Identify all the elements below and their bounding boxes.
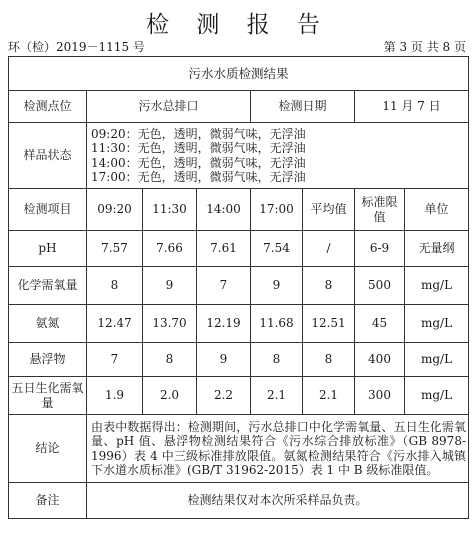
cell-t2: 9: [143, 267, 197, 305]
table-row: [9, 343, 469, 377]
cell-avg: /: [303, 231, 355, 267]
cell-item: pH: [9, 231, 87, 267]
cell-unit: mg/L: [405, 305, 469, 343]
date-label: 检测日期: [251, 91, 355, 123]
cell-t4: 7.54: [251, 231, 303, 267]
col-header-item: 检测项目: [9, 189, 87, 231]
cell-t3: 7.61: [197, 231, 251, 267]
cell-item: 五日生化需氧量: [9, 377, 87, 415]
col-header-t2: 11:30: [143, 189, 197, 231]
cell-t2: 13.70: [143, 305, 197, 343]
conclusion-label: 结论: [9, 415, 87, 483]
cell-unit: mg/L: [405, 377, 469, 415]
table-row: [9, 267, 469, 305]
cell-limit: 45: [355, 305, 405, 343]
cell-t4: 8: [251, 343, 303, 377]
cell-t1: 8: [87, 267, 143, 305]
state-line: 09:20：无色，透明，微弱气味，无浮油: [91, 126, 306, 141]
table-row: [9, 231, 469, 267]
results-table: [8, 56, 469, 519]
col-header-avg: 平均值: [303, 189, 355, 231]
date-value: 11 月 7 日: [355, 91, 469, 123]
cell-avg: 8: [303, 343, 355, 377]
table-row: [9, 377, 469, 415]
col-header-t3: 14:00: [197, 189, 251, 231]
cell-limit: 6-9: [355, 231, 405, 267]
cell-t4: 11.68: [251, 305, 303, 343]
state-line: 11:30：无色，透明，微弱气味，无浮油: [91, 141, 306, 155]
remark-label: 备注: [9, 483, 87, 519]
table-title: 污水水质检测结果: [9, 57, 469, 91]
cell-avg: 2.1: [303, 377, 355, 415]
report-number: 环（检）2019－1115 号: [8, 40, 145, 54]
cell-avg: 8: [303, 267, 355, 305]
cell-limit: 500: [355, 267, 405, 305]
point-value: 污水总排口: [87, 91, 251, 123]
point-label: 检测点位: [9, 91, 87, 123]
cell-t1: 7.57: [87, 231, 143, 267]
col-header-t1: 09:20: [87, 189, 143, 231]
col-header-unit: 单位: [405, 189, 469, 231]
cell-item: 悬浮物: [9, 343, 87, 377]
cell-t2: 8: [143, 343, 197, 377]
cell-limit: 300: [355, 377, 405, 415]
cell-t4: 9: [251, 267, 303, 305]
cell-unit: 无量纲: [405, 231, 469, 267]
cell-t3: 12.19: [197, 305, 251, 343]
conclusion-text: 由表中数据得出：检测期间，污水总排口中化学需氧量、五日生化需氧量、pH 值、悬浮物检测结果符合《污水综合排放标准》（GB 8978-1996）表 4 中三级标准排放限值。氨氮检测结果符合《污水排入城镇下水道水质标准》(GB/T 31962-2015）表 1 中 B 级标准限值。: [87, 415, 469, 483]
page-indicator: 第 3 页 共 8 页: [383, 40, 466, 54]
cell-t1: 1.9: [87, 377, 143, 415]
cell-limit: 400: [355, 343, 405, 377]
table-row: [9, 305, 469, 343]
cell-item: 化学需氧量: [9, 267, 87, 305]
cell-unit: mg/L: [405, 267, 469, 305]
remark-text: 检测结果仅对本次所采样品负责。: [87, 483, 469, 519]
cell-t2: 2.0: [143, 377, 197, 415]
col-header-limit: 标准限值: [355, 189, 405, 231]
cell-t1: 7: [87, 343, 143, 377]
cell-avg: 12.51: [303, 305, 355, 343]
cell-t4: 2.1: [251, 377, 303, 415]
cell-t3: 2.2: [197, 377, 251, 415]
cell-t2: 7.66: [143, 231, 197, 267]
cell-t3: 9: [197, 343, 251, 377]
state-line: 17:00：无色，透明，微弱气味，无浮油: [91, 170, 306, 184]
cell-t1: 12.47: [87, 305, 143, 343]
state-label: 样品状态: [9, 123, 87, 189]
col-header-t4: 17:00: [251, 189, 303, 231]
cell-unit: mg/L: [405, 343, 469, 377]
cell-t3: 7: [197, 267, 251, 305]
report-title: 检 测 报 告: [146, 12, 330, 38]
cell-item: 氨氮: [9, 305, 87, 343]
sample-states: [87, 123, 469, 189]
state-line: 14:00：无色，透明，微弱气味，无浮油: [91, 155, 306, 170]
